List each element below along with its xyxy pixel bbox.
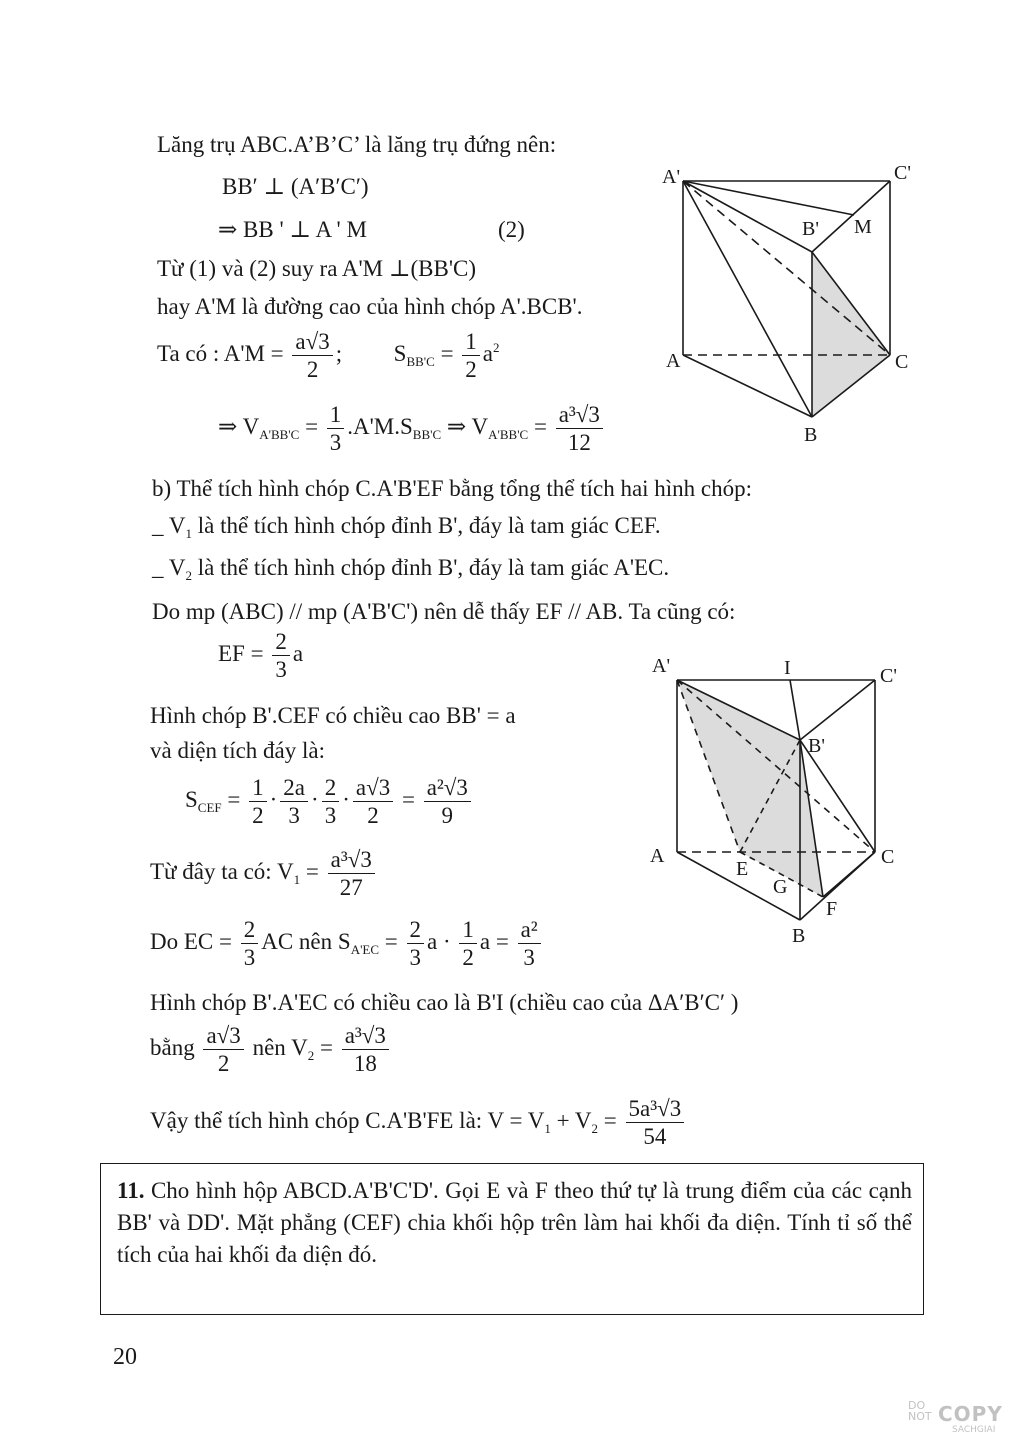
label-B: B [804,424,818,446]
text-line: Hình chóp B'.A'EC có chiều cao là B'I (chiều cao của ΔA′B′C′ ) [150,990,739,1015]
text-line: Lăng trụ ABC.A’B’C’ là lăng trụ đứng nên: [157,132,557,157]
formula-line: ⇒ $V_{A'BB'C}$ = $\frac{1}{3}$ $.A'M.S_{BB'C}$ ⇒ $V_{A'BB'C}$ = $\frac{\text{a³√3}}{12}$ [218,403,606,454]
text-line: Từ (1) và (2) suy ra A'M ⊥(BB'C) [157,256,476,281]
label-C-prime: C' [894,162,911,184]
formula-line: $S_{CEF}$ = $\frac{1}{2}$ · $\frac{2a}{3}$ · $\frac{2}{3}$ · $\frac{a√3}{2}$ = $\frac{\text{a²√3}}{9}$ [185,776,474,827]
text-line: Do mp (ABC) // mp (A'B'C') nên dễ thấy EF // AB. Ta cũng có: [152,599,736,624]
formula-line: Vậy thể tích hình chóp C.A'B'FE là: $V = V_1 + V_2$ = $\frac{\text{5a³√3}}{54}$ [150,1097,687,1148]
label-B: B [792,925,806,947]
formula-line: BB′ ⊥ (A′B′C′) [222,174,369,199]
label-C: C [895,351,909,373]
formula-line: EF = $\frac{2}{3}$ a [218,629,304,682]
equation-number: (2) [498,217,525,242]
label-F: F [826,898,838,920]
label-I: I [784,657,791,679]
label-A-prime: A' [662,166,681,188]
formula-line: ⇒ BB ' ⊥ A ' M [218,217,367,242]
exercise-11 [117,1175,912,1271]
formula-line: Từ đây ta có: $V_1$ = $\frac{\text{a³√3}}{27}$ [150,848,378,899]
label-M: M [854,216,872,238]
label-C-prime: C' [880,665,897,687]
exercise-text: Cho hình hộp ABCD.A'B'C'D'. Gọi E và F theo thứ tự là trung điểm của các cạnh BB' và DD'. Mặt phẳng (CEF) chia khối hộp trên làm hai khối đa diện. Tính tỉ số thể tích của hai khối đa diện đó. [117,1178,913,1267]
prism-figure-1 [640,155,930,455]
label-A: A [650,845,665,867]
watermark-logo: DO NOT COPY SACHGIAI [908,1399,1003,1435]
text-line: Hình chóp B'.CEF có chiều cao BB' = a [150,703,516,728]
label-A-prime: A' [652,655,671,677]
text-line: b) Thể tích hình chóp C.A'B'EF bằng tổng thể tích hai hình chóp: [152,476,753,501]
formula-line: bằng $\frac{a√3}{2}$ nên $V_2$ = $\frac{\text{a³√3}}{18}$ [150,1024,392,1075]
label-G: G [773,876,788,898]
label-E: E [736,858,749,880]
label-B-prime: B' [808,735,825,757]
page-number: 20 [113,1344,137,1370]
exercise-number: 11. [117,1178,145,1203]
text-line: _ $V_2$ là thể tích hình chóp đỉnh B', đáy là tam giác A'EC. [152,555,670,583]
text-line: _ $V_1$ là thể tích hình chóp đỉnh B', đáy là tam giác CEF. [152,513,661,541]
prism-figure-2 [640,650,930,950]
formula-line: Do EC = $\frac{2}{3}$ AC nên $S_{A'EC}$ = $\frac{2}{3}$ a · $\frac{1}{2}$ a = $\frac{\text{a²}}{3}$ [150,918,544,969]
text-line: hay A'M là đường cao của hình chóp A'.BCB'. [157,294,583,319]
formula-line: Ta có : A'M = $\frac{a√3}{2}$ ; $S_{BB'C}$ = $\frac{1}{2}$ $a^2$ [157,329,500,382]
text-line: và diện tích đáy là: [150,738,325,763]
label-B-prime: B' [802,218,819,240]
label-A: A [666,350,681,372]
label-C: C [881,846,895,868]
